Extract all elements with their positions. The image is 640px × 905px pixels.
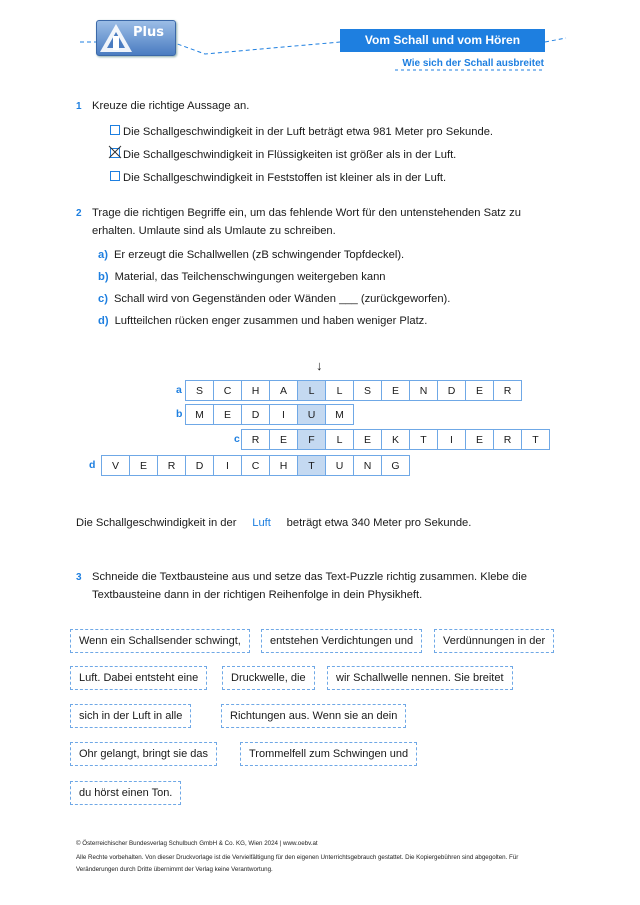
task3-number: 3 (76, 572, 82, 583)
clue-c: c) Schall wird von Gegenständen oder Wänden ___ (zurückgeworfen). (98, 293, 451, 305)
text-piece[interactable]: Luft. Dabei entsteht eine (70, 666, 207, 690)
grid-cell[interactable]: K (381, 429, 410, 450)
task1-prompt: Kreuze die richtige Aussage an. (92, 100, 250, 112)
grid-cell[interactable]: V (101, 455, 130, 476)
text-piece[interactable]: wir Schallwelle nennen. Sie breitet (327, 666, 513, 690)
grid-cell[interactable]: L (325, 380, 354, 401)
checkbox-empty-icon[interactable] (110, 171, 120, 181)
grid-cell[interactable]: U (325, 455, 354, 476)
footer-copyright: © Österreichischer Bundesverlag Schulbuch GmbH & Co. KG, Wien 2024 | www.oebv.at (76, 840, 318, 847)
grid-row-label: d (89, 459, 96, 471)
task1-number: 1 (76, 101, 82, 112)
plus-logo (96, 20, 176, 56)
triangle-logo-icon (99, 22, 135, 54)
clue-d: d) Luftteilchen rücken enger zusammen und haben weniger Platz. (98, 315, 428, 327)
grid-row-label: a (176, 384, 182, 396)
grid-cell[interactable]: F (297, 429, 326, 450)
logo-text: Plus (133, 25, 164, 40)
text-piece[interactable]: Trommelfell zum Schwingen und (240, 742, 417, 766)
grid-cell[interactable]: A (269, 380, 298, 401)
grid-cell[interactable]: C (241, 455, 270, 476)
footer-rights: Alle Rechte vorbehalten. Von dieser Druckvorlage ist die Vervielfältigung für den eigenen Unterrichtsgebrauch gestattet. Die Kopiergebühren sind abgegolten. Für (76, 854, 519, 861)
grid-cell[interactable]: C (213, 380, 242, 401)
grid-cell[interactable]: L (325, 429, 354, 450)
grid-cell[interactable]: I (213, 455, 242, 476)
banner-title: Vom Schall und vom Hören (340, 29, 545, 52)
task2-prompt-line2: erhalten. Umlaute sind als Umlaute zu schreiben. (92, 225, 336, 237)
task1-option-2[interactable]: Die Schallgeschwindigkeit in Flüssigkeiten ist größer als in der Luft. (110, 146, 456, 164)
grid-cell[interactable]: T (409, 429, 438, 450)
footer-disclaimer: Veränderungen durch Dritte übernimmt der Verlag keine Verantwortung. (76, 866, 273, 873)
grid-cell[interactable]: S (185, 380, 214, 401)
grid-row-label: b (176, 408, 183, 420)
grid-cell[interactable]: U (297, 404, 326, 425)
grid-cell[interactable]: H (241, 380, 270, 401)
grid-cell[interactable]: E (465, 429, 494, 450)
grid-cell[interactable]: E (129, 455, 158, 476)
grid-cell[interactable]: E (269, 429, 298, 450)
grid-cell[interactable]: R (241, 429, 270, 450)
grid-cell[interactable]: M (185, 404, 214, 425)
text-piece[interactable]: sich in der Luft in alle (70, 704, 191, 728)
text-piece[interactable]: du hörst einen Ton. (70, 781, 181, 805)
task2-prompt-line1: Trage die richtigen Begriffe ein, um das fehlende Wort für den untenstehenden Satz zu (92, 207, 521, 219)
grid-cell[interactable]: R (157, 455, 186, 476)
text-piece[interactable]: Wenn ein Schallsender schwingt, (70, 629, 250, 653)
text-piece[interactable]: Richtungen aus. Wenn sie an dein (221, 704, 406, 728)
checkbox-checked-icon[interactable] (110, 148, 120, 158)
grid-cell[interactable]: G (381, 455, 410, 476)
text-piece[interactable]: Verdünnungen in der (434, 629, 554, 653)
grid-cell[interactable]: M (325, 404, 354, 425)
solution-answer[interactable]: Luft (252, 517, 271, 529)
solution-arrow-icon: ↓ (316, 358, 323, 373)
grid-row-label: c (234, 433, 240, 445)
grid-cell[interactable]: R (493, 380, 522, 401)
task3-prompt-line1: Schneide die Textbausteine aus und setze das Text-Puzzle richtig zusammen. Klebe die (92, 571, 527, 583)
clue-b: b) Material, das Teilchenschwingungen weitergeben kann (98, 271, 386, 283)
grid-cell[interactable]: L (297, 380, 326, 401)
grid-cell[interactable]: N (353, 455, 382, 476)
grid-cell[interactable]: N (409, 380, 438, 401)
subtitle: Wie sich der Schall ausbreitet (402, 58, 544, 69)
text-piece[interactable]: Ohr gelangt, bringt sie das (70, 742, 217, 766)
task2-number: 2 (76, 208, 82, 219)
grid-cell[interactable]: E (465, 380, 494, 401)
grid-cell[interactable]: S (353, 380, 382, 401)
text-piece[interactable]: entstehen Verdichtungen und (261, 629, 422, 653)
grid-cell[interactable]: T (297, 455, 326, 476)
grid-cell[interactable]: T (521, 429, 550, 450)
grid-cell[interactable]: E (213, 404, 242, 425)
task1-option-3[interactable]: Die Schallgeschwindigkeit in Feststoffen ist kleiner als in der Luft. (110, 169, 446, 187)
checkbox-empty-icon[interactable] (110, 125, 120, 135)
task3-prompt-line2: Textbausteine dann in der richtigen Reihenfolge in dein Physikheft. (92, 589, 423, 601)
grid-cell[interactable]: E (381, 380, 410, 401)
grid-cell[interactable]: R (493, 429, 522, 450)
task1-option-1[interactable]: Die Schallgeschwindigkeit in der Luft beträgt etwa 981 Meter pro Sekunde. (110, 123, 493, 141)
solution-sentence: Die Schallgeschwindigkeit in der Luft beträgt etwa 340 Meter pro Sekunde. (76, 514, 471, 532)
grid-cell[interactable]: I (269, 404, 298, 425)
grid-cell[interactable]: D (437, 380, 466, 401)
text-piece[interactable]: Druckwelle, die (222, 666, 315, 690)
grid-cell[interactable]: I (437, 429, 466, 450)
clue-a: a) Er erzeugt die Schallwellen (zB schwingender Topfdeckel). (98, 249, 405, 261)
grid-cell[interactable]: E (353, 429, 382, 450)
grid-cell[interactable]: D (241, 404, 270, 425)
grid-cell[interactable]: D (185, 455, 214, 476)
grid-cell[interactable]: H (269, 455, 298, 476)
